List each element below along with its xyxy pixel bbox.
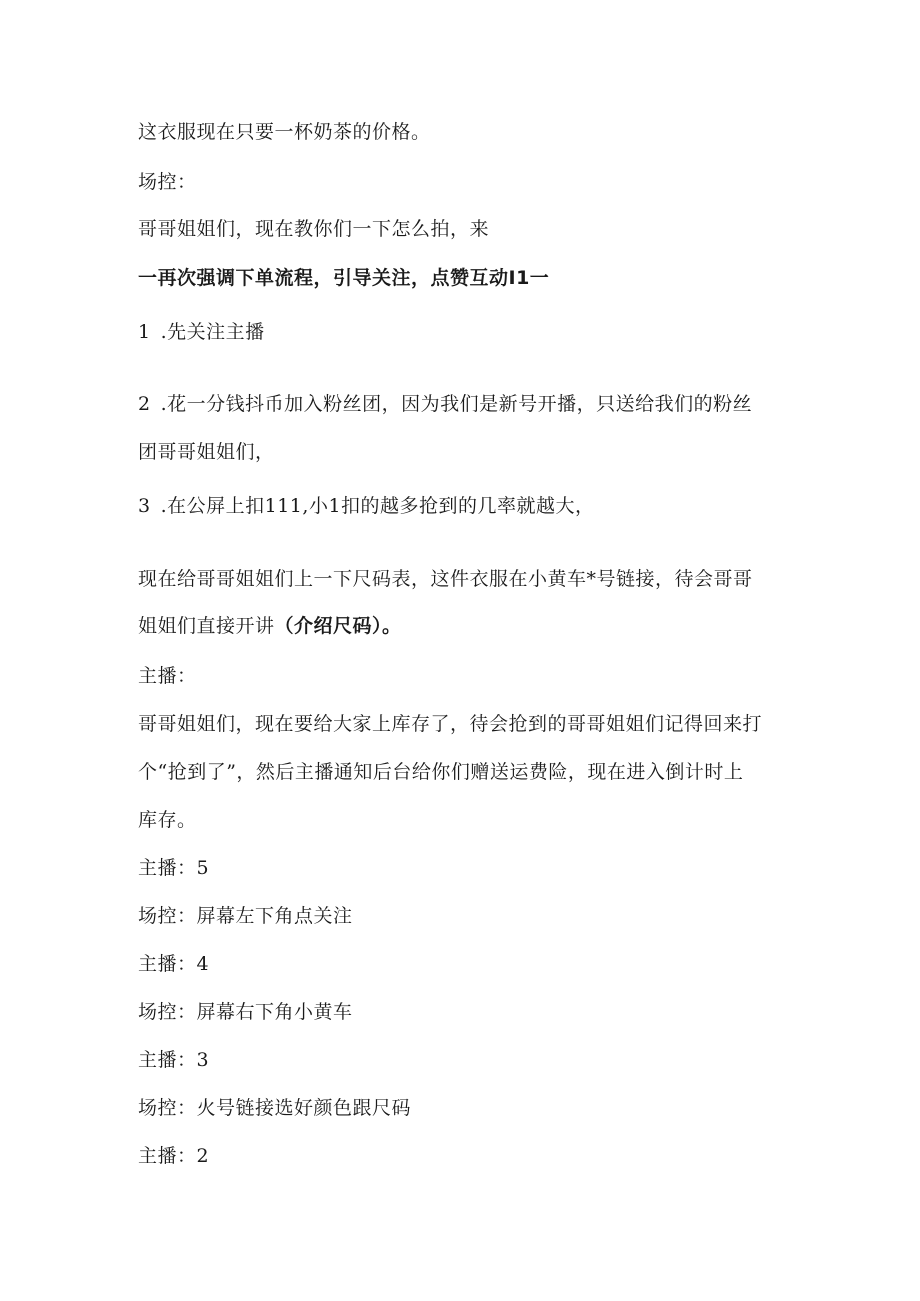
list-text: .先关注主播 (160, 321, 265, 343)
list-item (138, 320, 265, 344)
section-heading: 一再次强调下单流程，引导关注，点赞互动I1一 (138, 267, 550, 289)
dialogue-line: 场控：屏幕右下角小黄车 (138, 1001, 353, 1023)
list-number: 2 (138, 393, 151, 415)
dialogue-line: 主播：3 (138, 1049, 210, 1071)
list-number: 1 (138, 321, 151, 343)
dialogue-line: 主播：2 (138, 1145, 210, 1167)
text-line (138, 614, 402, 638)
speaker-label: 场控： (138, 171, 197, 193)
list-text: .在公屏上扣111,小1扣的越多抢到的几率就越大， (160, 495, 595, 517)
text-line: 哥哥姐姐们，现在教你们一下怎么拍，来 (138, 218, 490, 240)
text-line: 这衣服现在只要一杯奶茶的价格。 (138, 121, 431, 143)
text-line: 哥哥姐姐们，现在要给大家上库存了，待会抢到的哥哥姐姐们记得回来打 (138, 713, 763, 735)
text-line: 库存。 (138, 809, 197, 831)
text-line: 团哥哥姐姐们， (138, 441, 275, 463)
list-text: .花一分钱抖币加入粉丝团，因为我们是新号开播，只送给我们的粉丝 (160, 393, 753, 415)
text-line: 个“抢到了”，然后主播通知后台给你们赠送运费险，现在进入倒计时上 (138, 761, 744, 783)
list-number: 3 (138, 495, 151, 517)
list-item (138, 392, 752, 416)
text-segment: 姐姐们直接开讲 (138, 615, 275, 637)
dialogue-line: 场控：火号链接选好颜色跟尺码 (138, 1097, 412, 1119)
bold-segment: （介绍尺码）。 (274, 615, 402, 637)
text-line: 现在给哥哥姐姐们上一下尺码表，这件衣服在小黄车*号链接，待会哥哥 (138, 568, 753, 590)
dialogue-line: 主播：4 (138, 953, 210, 975)
list-item (138, 494, 595, 518)
dialogue-line: 主播：5 (138, 857, 210, 879)
speaker-label: 主播： (138, 665, 197, 687)
dialogue-line: 场控：屏幕左下角点关注 (138, 905, 353, 927)
